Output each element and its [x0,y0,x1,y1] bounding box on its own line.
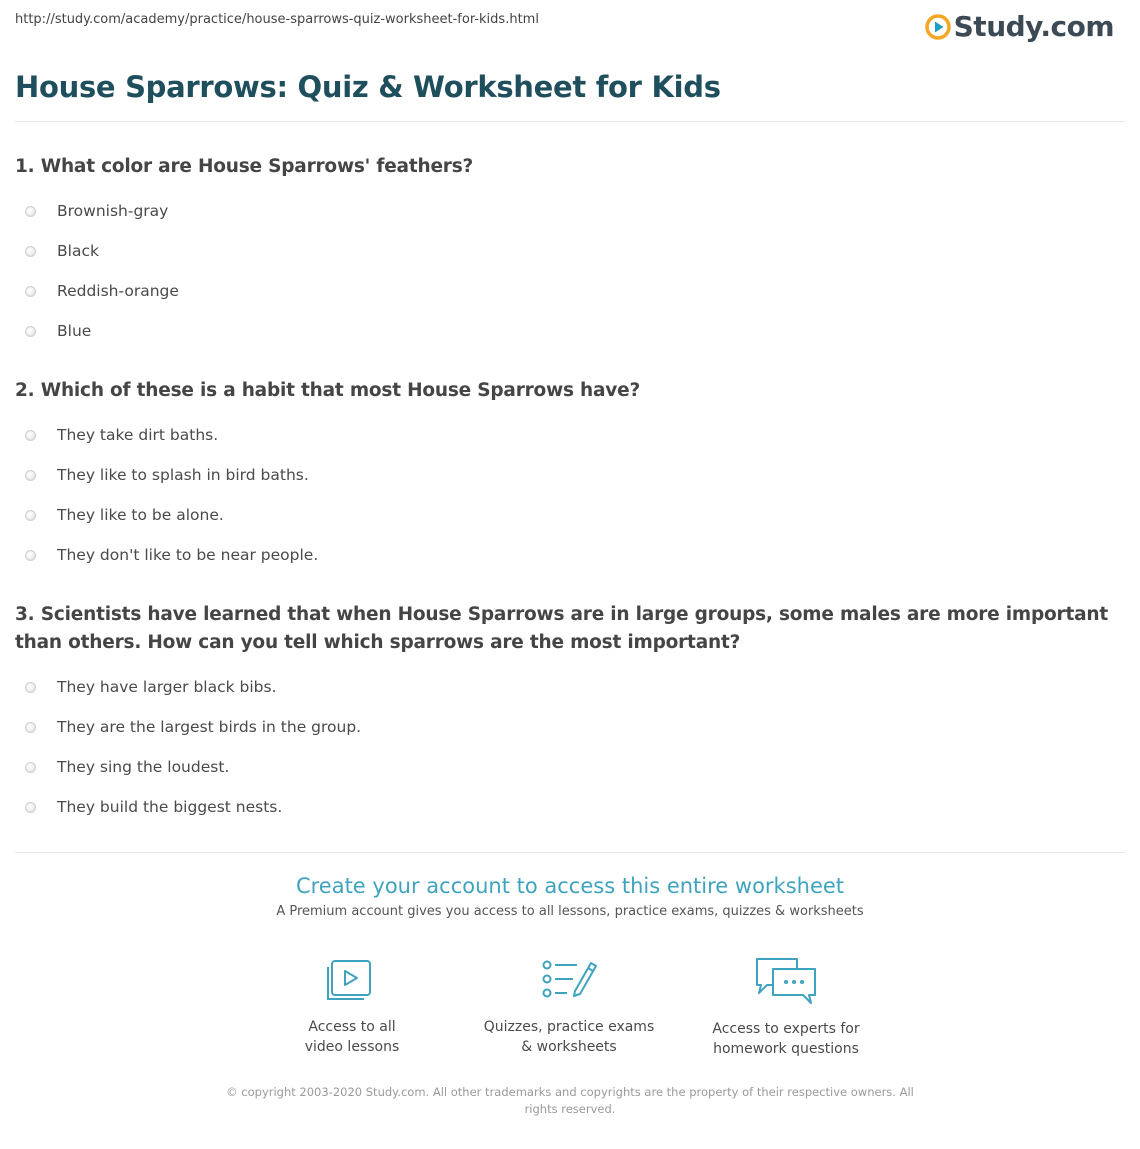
answer-text: They build the biggest nests. [57,798,283,816]
cta-link[interactable]: Create your account to access this entire worksheet [295,874,845,898]
radio-button[interactable] [25,286,36,297]
answer-option[interactable] [15,455,1110,495]
signup-cta [0,874,1140,919]
page-title: House Sparrows: Quiz & Worksheet for Kids [15,70,721,104]
answer-option[interactable] [15,231,1110,271]
answer-text: They have larger black bibs. [57,678,277,696]
radio-button[interactable] [25,762,36,773]
answer-text: They like to be alone. [57,506,224,524]
radio-button[interactable] [25,326,36,337]
logo-text: Study.com [953,10,1114,43]
radio-button[interactable] [25,430,36,441]
answer-list [15,415,1110,575]
feature-label-line: & worksheets [521,1039,617,1055]
answer-option[interactable] [15,535,1110,575]
radio-button[interactable] [25,802,36,813]
answer-text: They are the largest birds in the group. [57,718,362,736]
answer-option[interactable] [15,787,1110,827]
answer-list [15,667,1110,827]
answer-text: They take dirt baths. [57,426,219,444]
question-1 [15,153,1110,351]
question-text: 1. What color are House Sparrows' feathers? [15,156,474,177]
answer-option[interactable] [15,707,1110,747]
feature-quizzes [469,955,669,1057]
answer-text: They like to splash in bird baths. [57,466,309,484]
quiz-list-icon [539,955,599,1005]
feature-label-line: Quizzes, practice exams [483,1019,655,1035]
answer-list [15,191,1110,351]
answer-text: Blue [57,322,92,340]
cta-subtitle: A Premium account gives you access to all lessons, practice exams, quizzes & worksheets [276,904,864,919]
answer-option[interactable] [15,495,1110,535]
title-divider [15,121,1125,122]
feature-label-line: homework questions [713,1041,859,1057]
answer-text: Reddish-orange [57,282,179,300]
answer-text: Brownish-gray [57,202,169,220]
feature-label-line: video lessons [304,1039,400,1055]
question-text: 3. Scientists have learned that when House Sparrows are in large groups, some males are more important than others. How can you tell which sparrows are the most important? [15,604,1109,653]
radio-button[interactable] [25,510,36,521]
question-2 [15,377,1110,575]
radio-button[interactable] [25,722,36,733]
answer-option[interactable] [15,747,1110,787]
answer-text: Black [57,242,99,260]
answer-option[interactable] [15,415,1110,455]
feature-video-lessons [252,955,452,1057]
copyright-notice: © copyright 2003-2020 Study.com. All other trademarks and copyrights are the property of their respective owners. All rights reserved. [226,1085,914,1116]
answer-option[interactable] [15,271,1110,311]
answer-option[interactable] [15,667,1110,707]
page-url: http://study.com/academy/practice/house-sparrows-quiz-worksheet-for-kids.html [15,12,539,27]
feature-label-line: Access to all [308,1019,396,1035]
answer-option[interactable] [15,191,1110,231]
question-text: 2. Which of these is a habit that most House Sparrows have? [15,380,641,401]
top-bar [15,10,1114,46]
feature-label-line: Access to experts for [712,1021,860,1037]
radio-button[interactable] [25,206,36,217]
play-circle-icon [925,14,951,40]
section-divider [15,852,1125,853]
answer-text: They sing the loudest. [57,758,230,776]
radio-button[interactable] [25,246,36,257]
answer-option[interactable] [15,311,1110,351]
chat-bubbles-icon [753,955,819,1007]
radio-button[interactable] [25,550,36,561]
video-lessons-icon [322,955,382,1005]
radio-button[interactable] [25,470,36,481]
question-3 [15,601,1110,827]
answer-text: They don't like to be near people. [57,546,319,564]
radio-button[interactable] [25,682,36,693]
study-logo[interactable] [925,10,1114,43]
feature-experts [686,955,886,1059]
